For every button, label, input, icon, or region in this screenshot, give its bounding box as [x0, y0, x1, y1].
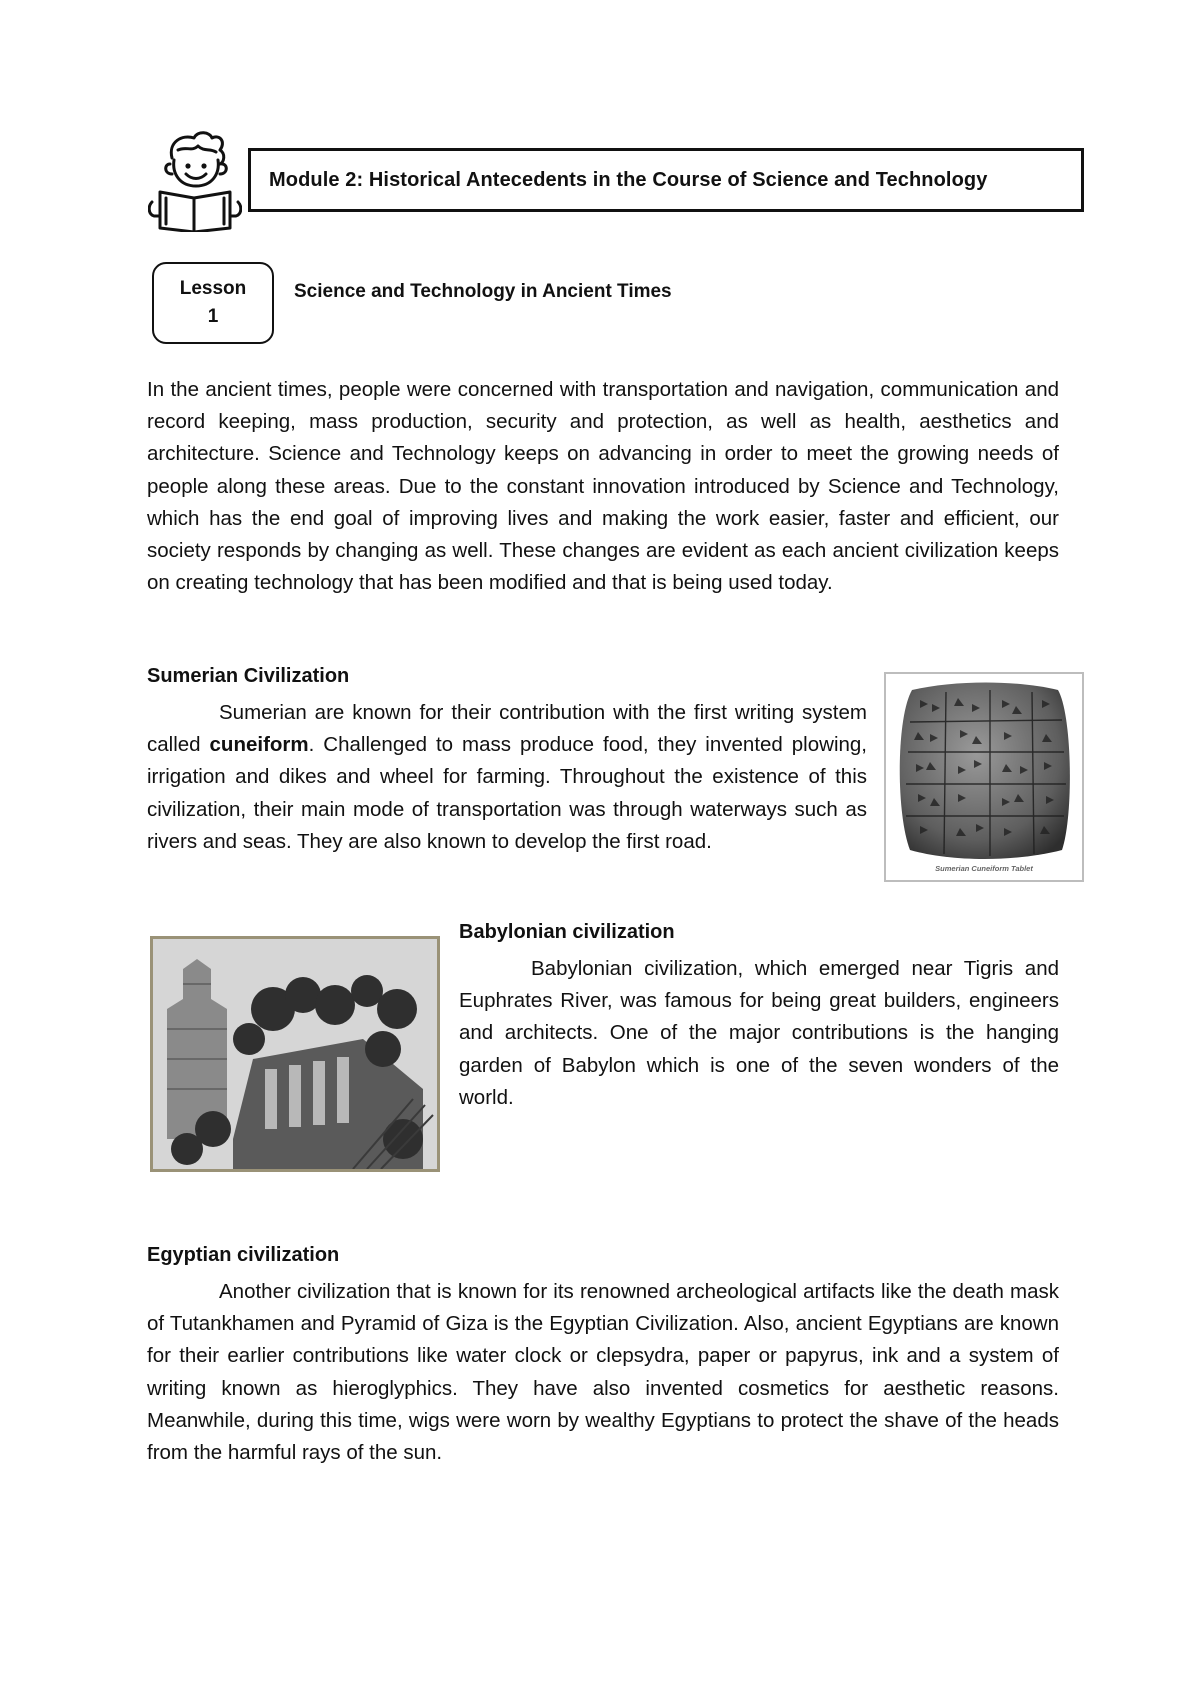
module-title-box [248, 148, 1084, 212]
tablet-caption: Sumerian Cuneiform Tablet [935, 864, 1033, 873]
babylonian-paragraph: Babylonian civilization, which emerged near Tigris and Euphrates River, was famous for being great builders, engineers and architects. One of the major contributions is the hanging garden of Babylon which is one of the seven wonders of the world. [459, 957, 1059, 1109]
egyptian-paragraph: Another civilization that is known for its renowned archeological artifacts like the death mask of Tutankhamen and Pyramid of Giza is the Egyptian Civilization. Also, ancient Egyptians are known for their earlier contributions like water clock or clepsydra, paper or papyrus, ink and a system of writing known as hieroglyphics. They have also invented cosmetics for aesthetic reasons. Meanwhile, during this time, wigs were worn by wealthy Egyptians to protect the shave of the heads from the harmful rays of the sun. [147, 1280, 1059, 1465]
cuneiform-tablet-graphic [886, 674, 1082, 880]
hanging-gardens-graphic [153, 939, 437, 1169]
module-title: Module 2: Historical Antecedents in the Course of Science and Technology [269, 168, 988, 191]
sumerian-paragraph [147, 697, 867, 858]
hanging-gardens-image [150, 936, 440, 1172]
lesson-badge [152, 262, 274, 344]
egyptian-heading: Egyptian civilization [147, 1244, 340, 1266]
lesson-number: 1 [207, 306, 219, 327]
sumerian-text-after: . Challenged to mass produce food, they invented plowing, irrigation and dikes and wheel for farming. Throughout the existence of this civilization, their main mode of transportation was through waterways such as rivers and seas. They are also known to develop the first road. [147, 733, 867, 853]
cuneiform-term: cuneiform [209, 733, 309, 757]
intro-paragraph: In the ancient times, people were concerned with transportation and navigation, communication and record keeping, mass production, security and protection, as well as health, aesthetics and architecture. Science and Technology keeps on advancing in order to meet the growing needs of people along these areas. Due to the constant innovation introduced by Science and Technology, which has the end goal of improving lives and making the work easier, faster and efficient, our society responds by changing as well. These changes are evident as each ancient civilization keeps on creating technology that has been modified and that is being used today. [147, 378, 1059, 595]
sumerian-text-before: Sumerian are known for their contribution with the first writing system called [147, 701, 867, 757]
reading-student-icon [148, 128, 242, 232]
cuneiform-tablet-image [884, 672, 1084, 882]
sumerian-heading: Sumerian Civilization [147, 665, 350, 687]
lesson-title: Science and Technology in Ancient Times [294, 281, 672, 302]
lesson-label: Lesson [179, 278, 247, 299]
babylonian-heading: Babylonian civilization [459, 921, 675, 943]
